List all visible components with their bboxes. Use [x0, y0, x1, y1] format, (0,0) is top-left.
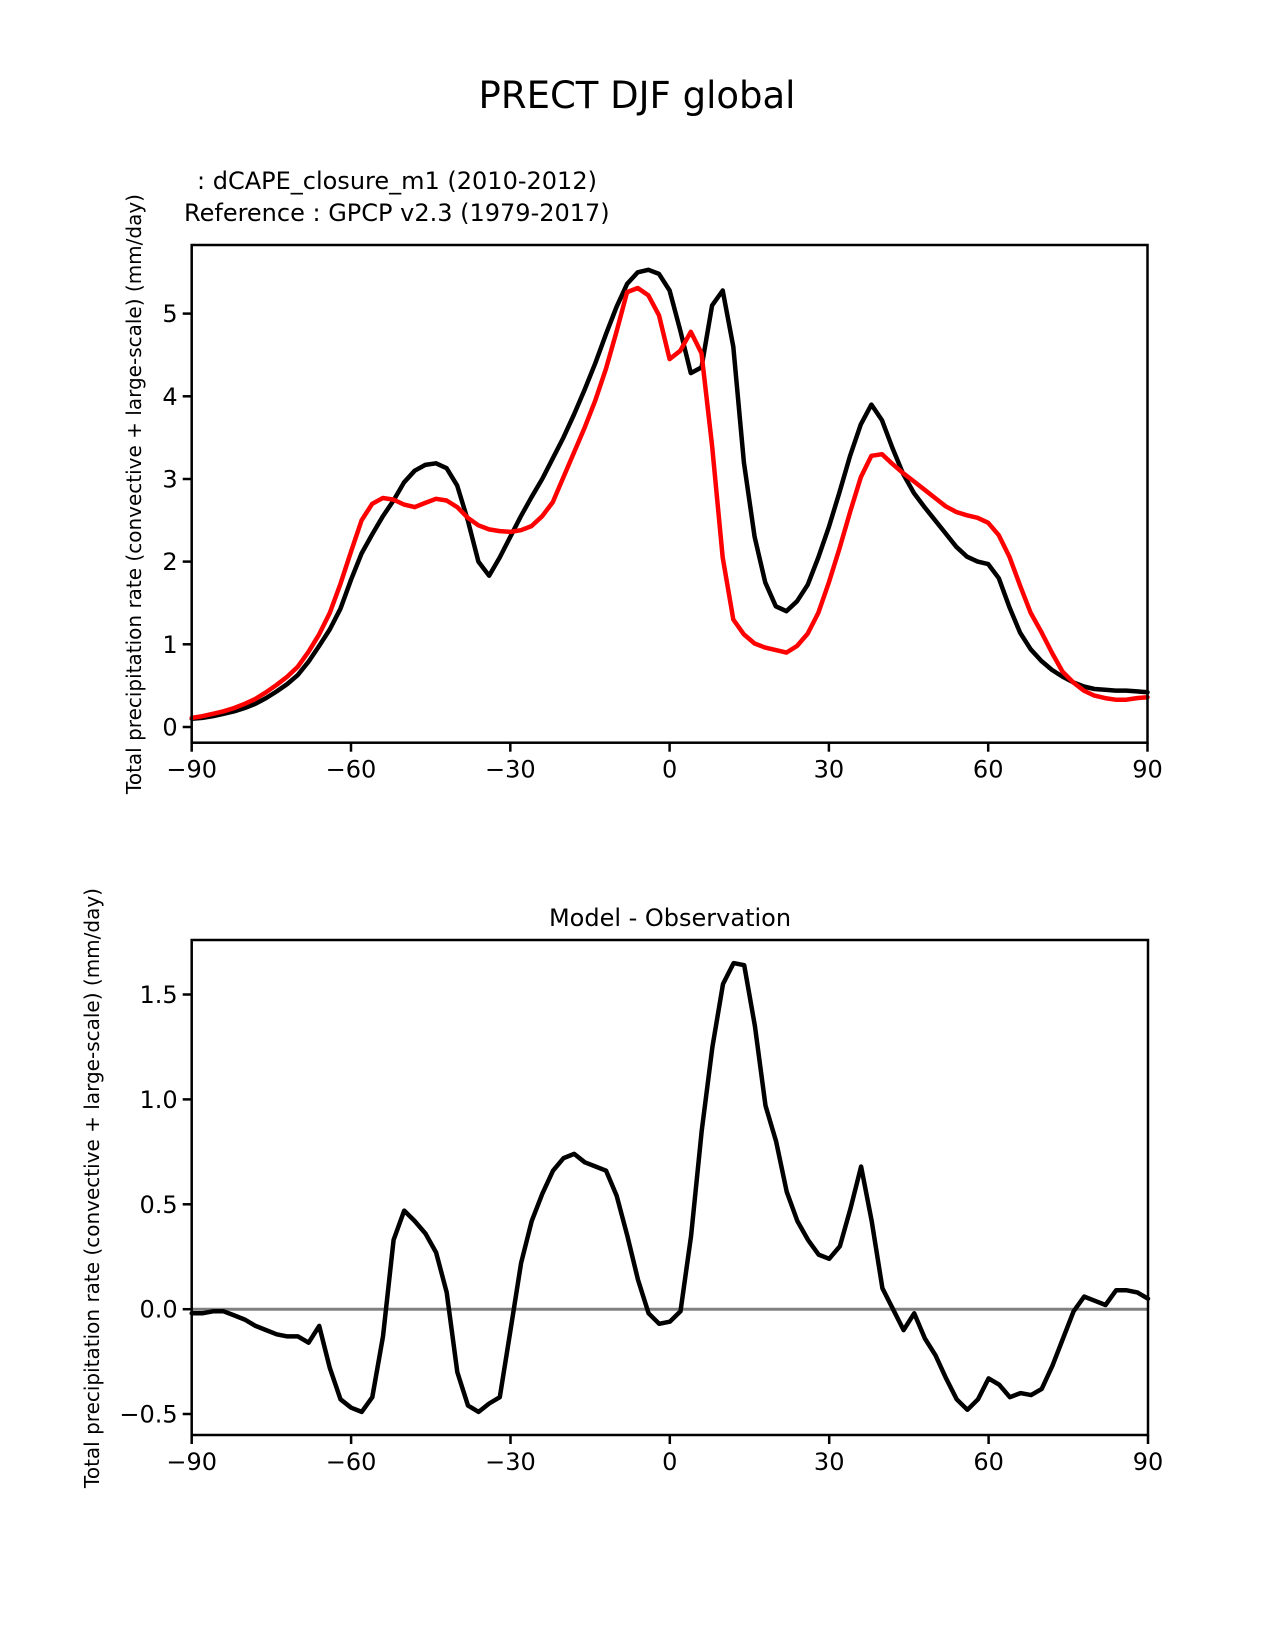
bottom-plot-title: Model - Observation: [548, 904, 792, 932]
y-tick-label: 1.5: [139, 981, 178, 1009]
bottom-plot: [119, 940, 1163, 1476]
top-y-axis-label: Total precipitation rate (convective + large-scale) (mm/day): [122, 194, 146, 794]
y-tick-label: 4: [162, 382, 178, 411]
y-tick-label: 0: [162, 713, 178, 742]
y-tick-label: 0.5: [139, 1190, 178, 1219]
x-tick-label: −30: [484, 755, 536, 784]
axes-frame: [192, 940, 1148, 1435]
top-plot: [162, 245, 1162, 784]
x-tick-label: 60: [972, 755, 1004, 784]
axes-frame: [192, 245, 1148, 743]
y-tick-label: 2: [162, 548, 178, 577]
x-tick-label: 0: [661, 755, 678, 784]
x-tick-label: −60: [325, 1448, 377, 1476]
difference-curve: [192, 963, 1148, 1412]
y-tick-label: −0.5: [119, 1400, 178, 1429]
y-tick-label: 0.0: [139, 1295, 178, 1324]
y-tick-label: 1: [162, 630, 178, 659]
x-tick-label: −90: [166, 755, 218, 784]
model-curve: [192, 270, 1148, 719]
x-tick-label: 60: [973, 1448, 1004, 1476]
x-tick-label: 90: [1132, 1448, 1164, 1476]
reference-curve: [192, 288, 1148, 718]
x-tick-label: 0: [662, 1448, 678, 1476]
y-tick-label: 3: [162, 465, 178, 494]
x-tick-label: 90: [1132, 755, 1163, 784]
figure-title: PRECT DJF global: [478, 74, 796, 117]
y-tick-label: 5: [162, 300, 178, 329]
x-tick-label: 30: [813, 1448, 845, 1476]
x-tick-label: −90: [166, 1448, 218, 1476]
legend-entry-model: : dCAPE_closure_m1 (2010-2012): [197, 167, 597, 195]
y-tick-label: 1.0: [139, 1085, 178, 1114]
x-tick-label: 30: [813, 755, 845, 784]
bottom-y-axis-label: Total precipitation rate (convective + large-scale) (mm/day): [80, 888, 104, 1488]
legend-entry-reference: Reference : GPCP v2.3 (1979-2017): [184, 199, 610, 227]
x-tick-label: −60: [325, 755, 377, 784]
x-tick-label: −30: [485, 1448, 536, 1476]
